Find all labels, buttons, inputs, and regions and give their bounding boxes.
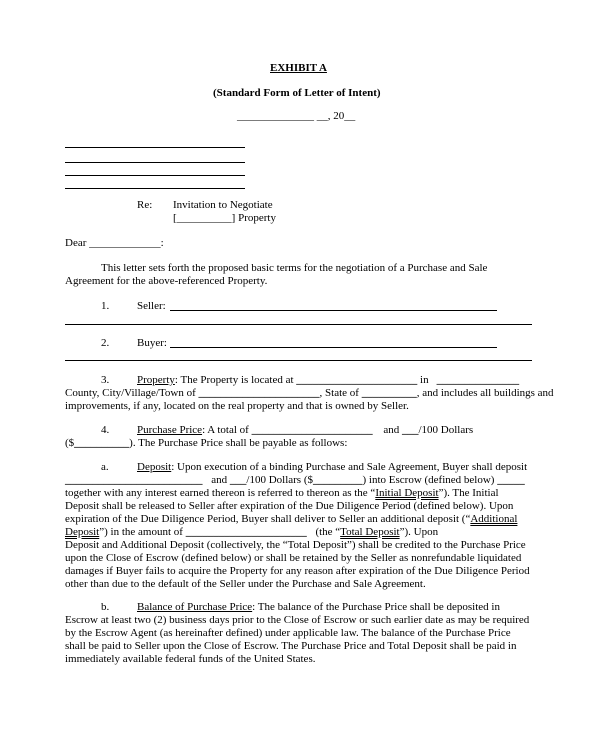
re-line-2: [__________] Property	[173, 212, 276, 224]
buyer-label: Buyer:	[137, 337, 167, 349]
item-b-number: b.	[101, 601, 110, 613]
balance-line-1: Balance of Purchase Price: The balance of the Purchase Price shall be deposited in	[137, 601, 500, 613]
deposit-line-7: Deposit and Additional Deposit (collectively, the “Total Deposit”) shall be credited to the Purchase Price	[65, 539, 526, 551]
address-line-4	[65, 188, 245, 189]
deposit-words-blank: _________________________	[65, 474, 203, 486]
address-line-1	[65, 147, 245, 148]
deposit-line-10: other than due to the default of the Seller under the Purchase and Sale Agreement.	[65, 578, 426, 590]
intro-line-1: This letter sets forth the proposed basic terms for the negotiation of a Purchase and Sale	[101, 262, 488, 274]
deposit-heading: Deposit	[137, 461, 172, 473]
exhibit-title: EXHIBIT A	[270, 62, 327, 74]
item-2-number: 2.	[101, 337, 110, 349]
deposit-cents-blank: ___	[229, 474, 247, 486]
additional-deposit-term: Additional	[470, 513, 518, 525]
property-heading: Property	[137, 374, 175, 386]
item-a-number: a.	[101, 461, 109, 473]
exhibit-subtitle: (Standard Form of Letter of Intent)	[213, 87, 381, 99]
purchase-price-line-2: ($__________). The Purchase Price shall be payable as follows:	[65, 437, 348, 449]
seller-blank	[170, 310, 497, 311]
re-label: Re:	[137, 199, 153, 211]
deposit-line-8: upon the Close of Escrow (defined below) or shall be retained by the Seller as nonrefundable liquidated	[65, 552, 522, 564]
deposit-amount-blank: _________	[313, 474, 363, 486]
seller-label: Seller:	[137, 300, 166, 312]
additional-deposit-blank: ______________________	[185, 526, 307, 538]
deposit-line-1: Deposit: Upon execution of a binding Purchase and Sale Agreement, Buyer shall deposit	[137, 461, 528, 473]
intro-line-2: Agreement for the above-referenced Property.	[65, 275, 268, 287]
deposit-line-6: Deposit”) in the amount of ______________________ (the “Total Deposit”). Upon	[65, 526, 439, 538]
deposit-line-2: _________________________ and ___/100 Dollars ($_________) into Escrow (defined below) _____	[65, 474, 525, 486]
state-blank: __________	[361, 387, 417, 399]
re-line-1: Invitation to Negotiate	[173, 199, 273, 211]
balance-line-5: immediately available federal funds of the United States.	[65, 653, 316, 665]
initial-deposit-term: Initial Deposit	[375, 487, 439, 499]
balance-line-2: Escrow at least two (2) business days prior to the Close of Escrow or such earlier date as may be required	[65, 614, 530, 626]
balance-heading: Balance of Purchase Price	[137, 601, 253, 613]
price-words-blank: ______________________	[251, 424, 373, 436]
deposit-line-3: together with any interest earned thereon is referred to thereon as the “Initial Deposit”). The Initial	[65, 487, 499, 499]
address-line-3	[65, 175, 245, 176]
property-paragraph-line-1: Property: The Property is located at ______________________ in _______________	[137, 374, 520, 386]
item-4-number: 4.	[101, 424, 110, 436]
balance-line-4: shall be paid to Seller upon the Close of Escrow. The Purchase Price and Total Deposit shall be paid in	[65, 640, 517, 652]
deposit-line-4: Deposit shall be released to Seller after expiration of the Due Diligence Period (defined below). Upon	[65, 500, 514, 512]
item-1-number: 1.	[101, 300, 110, 312]
balance-line-3: by the Escrow Agent (as hereinafter defined) under applicable law. The balance of the Purchase Price	[65, 627, 511, 639]
county-blank: _______________	[436, 374, 520, 386]
price-amount-blank: __________	[74, 437, 130, 449]
item-3-number: 3.	[101, 374, 110, 386]
date-blank: ______________ __, 20__	[237, 110, 356, 122]
deposit-line-9: damages if Buyer fails to acquire the Property for any reason after expiration of the Due Diligence Period	[65, 565, 530, 577]
buyer-blank	[170, 347, 497, 348]
purchase-price-heading: Purchase Price	[137, 424, 203, 436]
address-line-2	[65, 162, 245, 163]
deposit-line-5: expiration of the Due Diligence Period, Buyer shall deliver to Seller an additional deposit (“Additional	[65, 513, 518, 525]
purchase-price-line-1: Purchase Price: A total of ______________________ and ___/100 Dollars	[137, 424, 474, 436]
location-blank: ______________________	[296, 374, 418, 386]
cents-blank: ___	[401, 424, 419, 436]
total-deposit-term: Total Deposit	[340, 526, 400, 538]
buyer-blank-2	[65, 360, 532, 361]
seller-blank-2	[65, 324, 532, 325]
property-paragraph-line-3: improvements, if any, located on the real property and that is owned by Seller.	[65, 400, 409, 412]
deposit-trailing-blank: _____	[497, 474, 525, 486]
city-blank: ______________________	[198, 387, 320, 399]
property-paragraph-line-2: County, City/Village/Town of ______________________, State of __________, and includes all buildings and	[65, 387, 554, 399]
salutation: Dear _____________:	[65, 237, 164, 249]
